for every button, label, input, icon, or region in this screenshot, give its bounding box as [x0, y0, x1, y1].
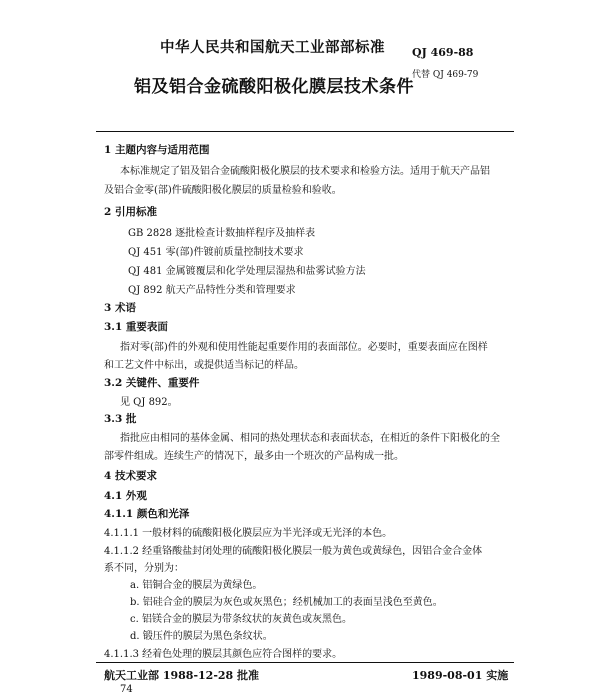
list-item: a. 铝铜合金的膜层为黄绿色。 — [130, 580, 263, 591]
section-1-paragraph-line-2: 及铝合金零(部)件硫酸阳极化膜层的质量检验和验收。 — [104, 185, 342, 196]
section-3-1-paragraph-line-1: 指对零(部)件的外观和使用性能起重要作用的表面部位。必要时，重要表面应在图样 — [120, 342, 488, 353]
section-4-1-1-2-line-1: 4.1.1.2 经重铬酸盐封闭处理的硫酸阳极化膜层一般为黄色或黄绿色，因铝合金合金体 — [104, 546, 483, 557]
section-3-1-heading: 3.1 重要表面 — [104, 321, 168, 333]
section-4-1-heading: 4.1 外观 — [104, 490, 147, 502]
section-1-heading: 1 主题内容与适用范围 — [104, 144, 210, 156]
section-4-1-1-heading: 4.1.1 颜色和光泽 — [104, 508, 190, 520]
section-3-2-paragraph: 见 QJ 892。 — [120, 397, 178, 408]
section-3-2-heading: 3.2 关键件、重要件 — [104, 377, 200, 389]
page-number: 74 — [120, 684, 133, 695]
section-3-1-paragraph-line-2: 和工艺文件中标出，或提供适当标记的样品。 — [104, 360, 304, 371]
reference-item: GB 2828 逐批检查计数抽样程序及抽样表 — [128, 228, 316, 239]
bottom-divider — [96, 662, 514, 663]
list-item: c. 铝镁合金的膜层为带条纹状的灰黄色或灰黑色。 — [130, 614, 352, 625]
section-4-1-1-3: 4.1.1.3 经着色处理的膜层其颜色应符合图样的要求。 — [104, 649, 343, 660]
document-title: 铝及铝合金硫酸阳极化膜层技术条件 — [134, 77, 414, 97]
list-item: d. 锻压件的膜层为黑色条纹状。 — [130, 631, 273, 642]
replaced-standard: 代替 QJ 469-79 — [412, 70, 479, 80]
section-1-paragraph-line-1: 本标准规定了铝及铝合金硫酸阳极化膜层的技术要求和检验方法。适用于航天产品铝 — [120, 166, 490, 177]
effective-date: 1989-08-01 实施 — [412, 669, 509, 682]
list-item: b. 铝硅合金的膜层为灰色或灰黑色；经机械加工的表面呈浅色至黄色。 — [130, 597, 443, 608]
section-4-heading: 4 技术要求 — [104, 470, 157, 482]
reference-item: QJ 451 零(部)件镀前质量控制技术要求 — [128, 247, 304, 258]
standard-code: QJ 469-88 — [412, 46, 474, 59]
reference-item: QJ 892 航天产品特性分类和管理要求 — [128, 285, 296, 296]
approval-date: 航天工业部 1988-12-28 批准 — [104, 669, 260, 682]
reference-item: QJ 481 金属镀覆层和化学处理层湿热和盐雾试验方法 — [128, 266, 366, 277]
section-3-3-paragraph-line-2: 部零件组成。连续生产的情况下，最多由一个班次的产品构成一批。 — [104, 451, 404, 462]
section-3-3-paragraph-line-1: 指批应由相同的基体金属、相同的热处理状态和表面状态，在相近的条件下阳极化的全 — [120, 433, 500, 444]
section-4-1-1-1: 4.1.1.1 一般材料的硫酸阳极化膜层应为半光泽或无光泽的本色。 — [104, 528, 393, 539]
standard-organization-title: 中华人民共和国航天工业部部标准 — [160, 39, 385, 56]
section-3-3-heading: 3.3 批 — [104, 413, 137, 425]
section-4-1-1-2-line-2: 系不同，分别为： — [104, 563, 184, 574]
section-2-heading: 2 引用标准 — [104, 206, 157, 218]
top-divider — [96, 131, 514, 132]
section-3-heading: 3 术语 — [104, 302, 136, 314]
